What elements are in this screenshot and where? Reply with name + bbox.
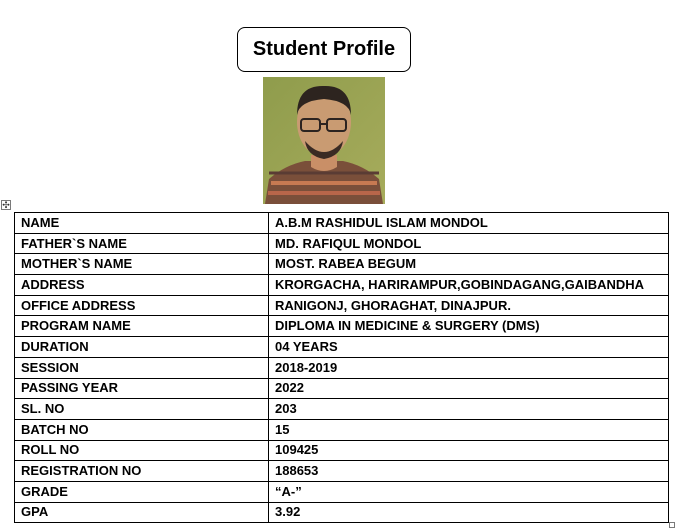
table-row: [15, 254, 669, 275]
table-row: [15, 440, 669, 461]
table-row: [15, 337, 669, 358]
table-move-handle[interactable]: [1, 200, 11, 210]
table-row: [15, 399, 669, 420]
row-label: GPA: [15, 502, 269, 523]
row-value: 3.92: [269, 502, 669, 523]
row-label: DURATION: [15, 337, 269, 358]
row-label: NAME: [15, 213, 269, 234]
table-row: [15, 419, 669, 440]
row-label: OFFICE ADDRESS: [15, 295, 269, 316]
table-row: [15, 233, 669, 254]
row-label: REGISTRATION NO: [15, 461, 269, 482]
row-value: 2022: [269, 378, 669, 399]
row-label: MOTHER`S NAME: [15, 254, 269, 275]
row-label: ADDRESS: [15, 275, 269, 296]
row-value: 188653: [269, 461, 669, 482]
table-row: [15, 275, 669, 296]
row-value: RANIGONJ, GHORAGHAT, DINAJPUR.: [269, 295, 669, 316]
table-row: [15, 316, 669, 337]
row-value: DIPLOMA IN MEDICINE & SURGERY (DMS): [269, 316, 669, 337]
row-value: 04 YEARS: [269, 337, 669, 358]
student-photo: [263, 77, 385, 204]
table-row: [15, 461, 669, 482]
row-label: SESSION: [15, 357, 269, 378]
student-info-table: [14, 212, 669, 523]
table-row: [15, 213, 669, 234]
move-icon: ✣: [2, 199, 10, 210]
row-value: 2018-2019: [269, 357, 669, 378]
row-value: KRORGACHA, HARIRAMPUR,GOBINDAGANG,GAIBANDHA: [269, 275, 669, 296]
page-title: Student Profile: [237, 27, 411, 72]
table-row: [15, 378, 669, 399]
row-value: MOST. RABEA BEGUM: [269, 254, 669, 275]
row-value: 15: [269, 419, 669, 440]
row-value: 203: [269, 399, 669, 420]
row-label: ROLL NO: [15, 440, 269, 461]
row-value: “A-”: [269, 481, 669, 502]
row-label: BATCH NO: [15, 419, 269, 440]
row-label: PROGRAM NAME: [15, 316, 269, 337]
row-value: MD. RAFIQUL MONDOL: [269, 233, 669, 254]
row-value: 109425: [269, 440, 669, 461]
table-row: [15, 357, 669, 378]
table-row: [15, 295, 669, 316]
row-label: PASSING YEAR: [15, 378, 269, 399]
row-label: GRADE: [15, 481, 269, 502]
row-value: A.B.M RASHIDUL ISLAM MONDOL: [269, 213, 669, 234]
row-label: SL. NO: [15, 399, 269, 420]
table-row: [15, 502, 669, 523]
table-resize-handle[interactable]: [669, 522, 675, 528]
table-row: [15, 481, 669, 502]
row-label: FATHER`S NAME: [15, 233, 269, 254]
